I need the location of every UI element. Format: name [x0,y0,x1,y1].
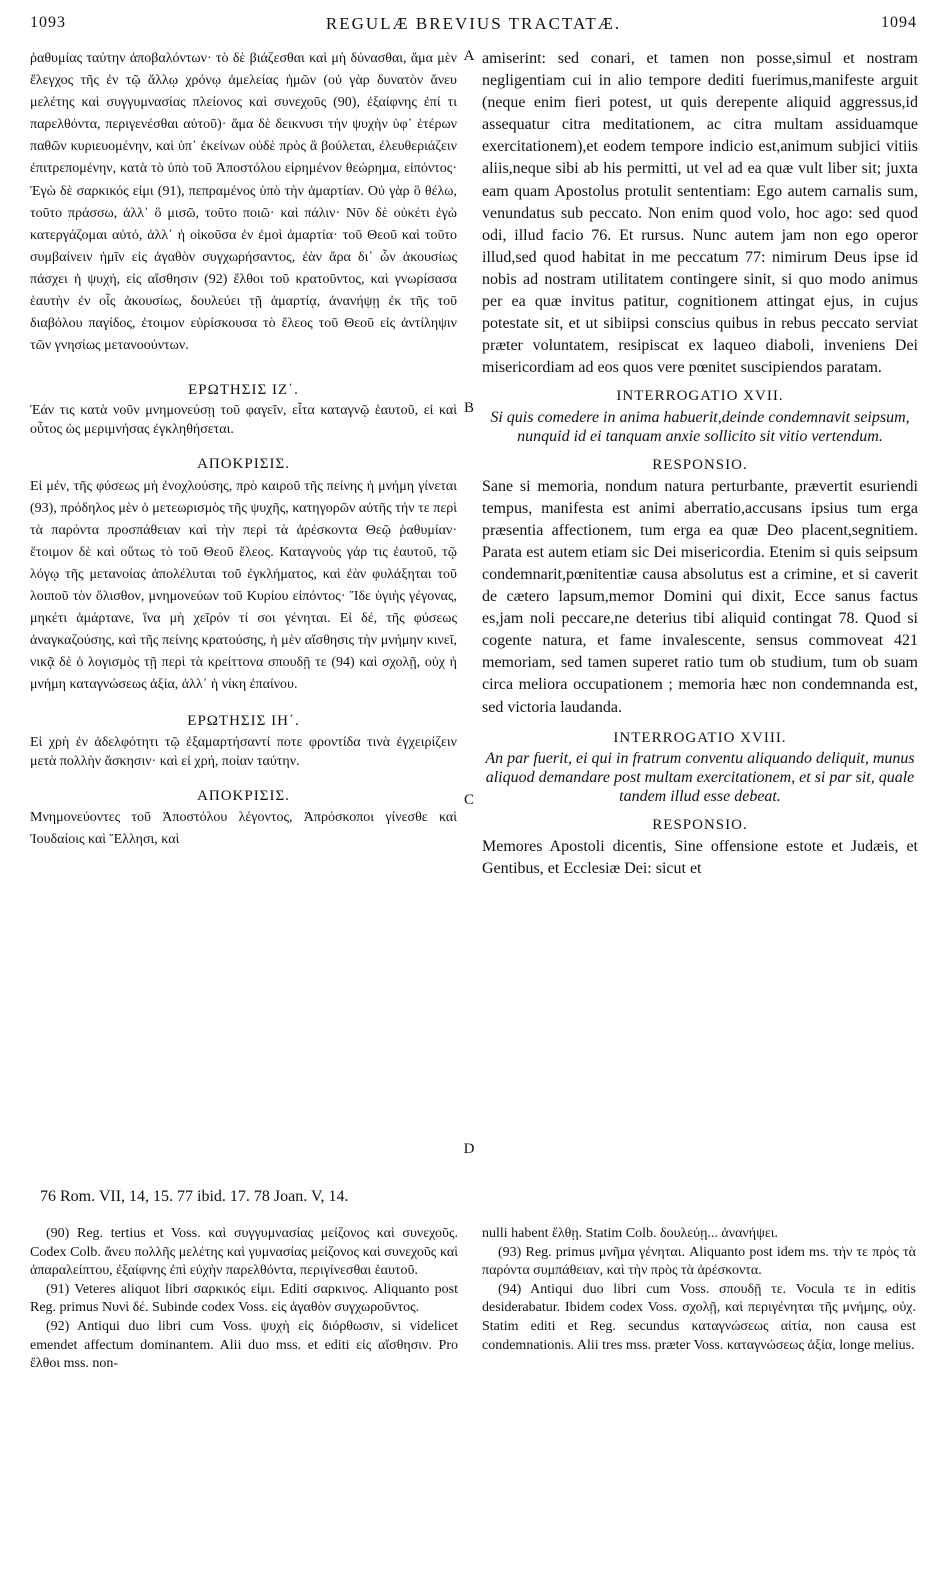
greek-paragraph-3: Μνημονεύοντες τοῦ Ἀποστόλου λέγοντος, Ἀπρόσκοποι γίνεσθε καὶ Ἰουδαίοις καὶ Ἕλλησι, καὶ [30,809,457,847]
greek-answer-heading-18: ΑΠΟΚΡΙΣΙΣ. [197,787,290,804]
latin-paragraph-1: amiserint: sed conari, et tamen non posse,simul et nostram negligentiam cui in alio tempore dediti fuerimus,manifeste arguit (neque enim fieri potest, ut quis derepente aliquid aggressus,id assequatur citra meditationem, ac citra multam assiduamque exercitationem),et eodem tempore indicio est,animum subjici vitiis aliis,neque sibi ab his permitti, ut vel ad ea quæ vult liber sit; juxta eam quam Apostolus protulit sententiam: Ego autem carnalis sum, venundatus sub peccato. Non enim quod volo, hoc ago: sed quod odi, illud facio 76. Et rursus. Nunc autem jam non ego operor illud,sed quod habitat in me peccatum 77: nimirum Deus ipse id nobis ad nostram utilitatem contingere sinit, si quo modo animus per ea quæ invitus patitur, cognitionem attingat ejus, in cujus potestate sit, et ut sibiipsi conscius quibus in rebus peccato serviat præter voluntatem, resipiscat ex laqueo diaboli, inveniens Dei misericordiam ad eos quos vere pœnitet suscipiendos paratam. [482,50,918,377]
footnote-94: (94) Antiqui duo libri cum Voss. σπουδῇ τε. Vocula τε in editis desiderabatur. Ibidem codex Voss. σχολῇ, καὶ περιγένηται τῆς μνήμης, οὐχ. Statim editi et Reg. secundus καταγνώσεως αἰτία, non causa est condemnationis. Alii tres mss. præter Voss. καταγνώσεως ἀξία, longe melius. [482,1281,916,1353]
margin-letter-b: B [463,400,474,416]
running-title: REGULÆ BREVIUS TRACTATÆ. [325,14,622,33]
footnotes-right [482,1225,916,1355]
scripture-references: 76 Rom. VII, 14, 15. 77 ibid. 17. 78 Joan. V, 14. [40,1188,349,1205]
running-header [30,14,917,42]
latin-question-heading-17: INTERROGATIO XVII. [616,388,784,405]
footnote-91: (91) Veteres aliquot libri σαρκικός εἰμι. Editi σαρκινος. Aliquanto post Reg. primus Νυνὶ δέ. Subinde codex Voss. εἰς ἀγαθὸν συγχωροῦντος. [30,1281,458,1316]
greek-column [30,48,457,851]
latin-question-18: An par fuerit, ei qui in fratrum conventu aliquando deliquit, munus aliquod demandare post multam exercitationem, et si par sit, quale tandem illud esse debeat. [485,749,915,805]
latin-answer-heading-18: RESPONSIO. [652,816,748,833]
greek-question-17: Ἐάν τις κατὰ νοῦν μνημονεύσῃ τοῦ φαγεῖν, εἶτα καταγνῷ ἑαυτοῦ, εἰ καὶ οὗτος ὡς μεριμνήσας ἐγκληθήσεται. [30,403,457,438]
greek-paragraph-2: Εἰ μέν, τῆς φύσεως μὴ ἐνοχλούσης, πρὸ καιροῦ τῆς πείνης ἡ μνήμη γίνεται (93), πρόδηλος μὲν ὁ μετεωρισμὸς τῆς ψυχῆς, κατηγορῶν αὐτῆς τήν τε περὶ τὰ παρόντα προσπάθειαν καὶ τὴν περὶ τὰ ἀρέσκοντα Θεῷ ῥαθυμίαν· ἕτοιμον δὲ καὶ οὕτως τὸ τοῦ Θεοῦ ἔλεος. Καταγνοὺς γάρ τις ἑαυτοῦ, τῷ λόγῳ τῆς μετανοίας ἀπολέλυται τοῦ ἐγκλήματος, καὶ ἐὰν φυλάξηται τοῦ λοιποῦ τὸν ὄλισθον, μνημονεύων τοῦ Κυρίου εἰπόντος· Ἴδε ὑγιὴς γέγονας, μηκέτι ἁμάρτανε, ἵνα μὴ χεῖρόν τί σοι γένηται. Εἰ δέ, τῆς φύσεως ἀναγκαζούσης, καὶ τῆς πείνης κρατούσης, ἡ μὲν αἴσθησις τὴν μνήμην κινεῖ, νικᾷ δὲ ὁ λογισμὸς τῇ περὶ τὰ κρείττονα σπουδῇ τε (94) καὶ σχολῇ, οὐχ ἡ μνήμη καταγνώσεως ἀξία, ἀλλ᾽ ἡ νίκη ἐπαίνου. [30,478,457,693]
margin-letter-d: D [463,1141,475,1157]
margin-letter-a: A [463,48,475,64]
latin-paragraph-3: Memores Apostoli dicentis, Sine offensione estote et Judæis, et Gentibus, et Ecclesiæ Dei: sicut et [482,837,918,877]
greek-question-heading-18: ΕΡΩΤΗΣΙΣ ΙΗ΄. [187,713,300,730]
footnote-92: (92) Antiqui duo libri cum Voss. ψυχὴ εἰς διόρθωσιν, si videlicet emendet affectum dominantem. Alii duo mss. et editi εἰς αἴσθησιν. Pro ἔλθοι mss. non- [30,1318,458,1372]
footnote-92-continued: nulli habent ἔλθῃ. Statim Colb. δουλεύῃ... ἀνανήψει. [482,1226,778,1241]
footnotes-left [30,1225,458,1374]
right-page-number: 1094 [881,14,917,31]
left-page-number: 1093 [30,14,66,31]
latin-answer-heading-17: RESPONSIO. [652,456,748,473]
margin-letter-c: C [463,792,474,808]
greek-question-heading-17: ΕΡΩΤΗΣΙΣ ΙΖ΄. [188,382,299,399]
greek-answer-heading-17: ΑΠΟΚΡΙΣΙΣ. [197,456,290,473]
latin-question-heading-18: INTERROGATIO XVIII. [613,729,787,746]
latin-question-17: Si quis comedere in anima habuerit,deinde condemnavit seipsum, nunquid id ei tanquam anxie sollicito sit vitio vertendum. [490,408,910,445]
greek-question-18: Εἰ χρὴ ἐν ἀδελφότητι τῷ ἐξαμαρτήσαντί ποτε φροντίδα τινὰ ἐγχειρίζειν μετὰ πολλὴν ἄσκησιν· καὶ εἰ χρή, ποίαν ταύτην. [30,734,457,769]
greek-paragraph-1: ῥαθυμίας ταύτην ἀποβαλόντων· τὸ δὲ βιάζεσθαι καὶ μὴ δύνασθαι, ἅμα μὲν ἔλεγχος τῆς ἐν τῷ ἄλλῳ χρόνῳ ἀμελείας ἡμῶν (οὐ γὰρ δυνατὸν ἄνευ μελέτης καὶ συγγυμνασίας πλείονος καὶ συνεχοῦς (90), ἐξαίφνης ἐπί τι παρελθόντα, περιγενέσθαι αὐτοῦ)· ἅμα δὲ δεικνυσι τὴν ψυχὴν ὑφ᾽ ἑτέρων παθῶν κυριευομένην, καὶ ὑπ᾽ ἐκείνων οὐδὲ πρὸς ἃ βούλεται, ἐλευθεριάζειν ἐπιτρεπομένην, κατὰ τὸ ὑπὸ τοῦ Ἀποστόλου εἰρημένον θεώρημα, εἰπόντος· Ἐγὼ δὲ σαρκικός εἰμι (91), πεπραμένος ὑπὸ τὴν ἁμαρτίαν. Οὐ γὰρ ὃ θέλω, τοῦτο πράσσω, ἀλλ᾽ ὃ μισῶ, τοῦτο ποιῶ· καὶ πάλιν· Νῦν δὲ οὐκέτι ἐγὼ κατεργάζομαι αὐτό, ἀλλ᾽ ἡ οἰκοῦσα ἐν ἐμοὶ ἁμαρτία· τοῦ Θεοῦ καὶ τοῦτο συμβαίνειν ἡμῖν εἰς ἀγαθὸν συγχωρήσαντος, ἐὰν ἄρα δι᾽ ὧν ἀκουσίως πάσχει ἡ ψυχή, εἰς αἴσθησιν (92) ἔλθοι τοῦ κρατοῦντος, καὶ γνωρίσασα ἑαυτὴν ἐν οἷς ἀκουσίως, δουλεύει τῇ ἁμαρτίᾳ, ἀνανήψῃ ἐκ τῆς τοῦ διαβόλου παγίδος, ἑτοιμον εὑρίσκουσα τὸ ἔλεος τοῦ Θεοῦ εἰς ἀντίληψιν τῶν γνησίως μετανοούντων. [30,51,457,354]
latin-column [482,48,918,880]
latin-paragraph-2: Sane si memoria, nondum natura perturbante, prævertit esuriendi tempus, manifesta est animi aberratio,accusans ipsius tum erga præsentia affectionem, tum erga ea quæ Deo placent,segnitiem. Parata est autem etiam sic Dei misericordia. Etenim si quis seipsum condemnarit,pœnitentiæ causa absolutus est a crimine, et si caverit de cætero lapsum,memor Domini qui dixit, Ecce sanus factus es,jam noli peccare,ne deterius tibi aliquid contingat 78. Quod si cogente natura, et fame invalescente, sensus commoveat 421 memoriam, sed tamen superet ratio tum ob studium, tum ob suam circa meliora occupationem ; memoria hæc non condemnanda est, sed victoria laudanda. [482,477,918,716]
footnote-93: (93) Reg. primus μνῆμα γένηται. Aliquanto post idem ms. τήν τε πρὸς τὰ παρόντα συμπάθειαν, καὶ τὴν πρὸς τὰ ἀρέσκοντα. [482,1244,916,1279]
footnote-90: (90) Reg. tertius et Voss. καὶ συγγυμνασίας μείζονος καὶ συνεχοῦς. Codex Colb. ἄνευ πολλῆς μελέτης καὶ γυμνασίας μείζονος καὶ συνεχοῦς καὶ ἀπαραλείπτου, ἐξαίφνης ἐπὶ εὐχὴν παρελθόντα, περιγίνεσθαι ἑαυτοῦ. [30,1226,458,1279]
